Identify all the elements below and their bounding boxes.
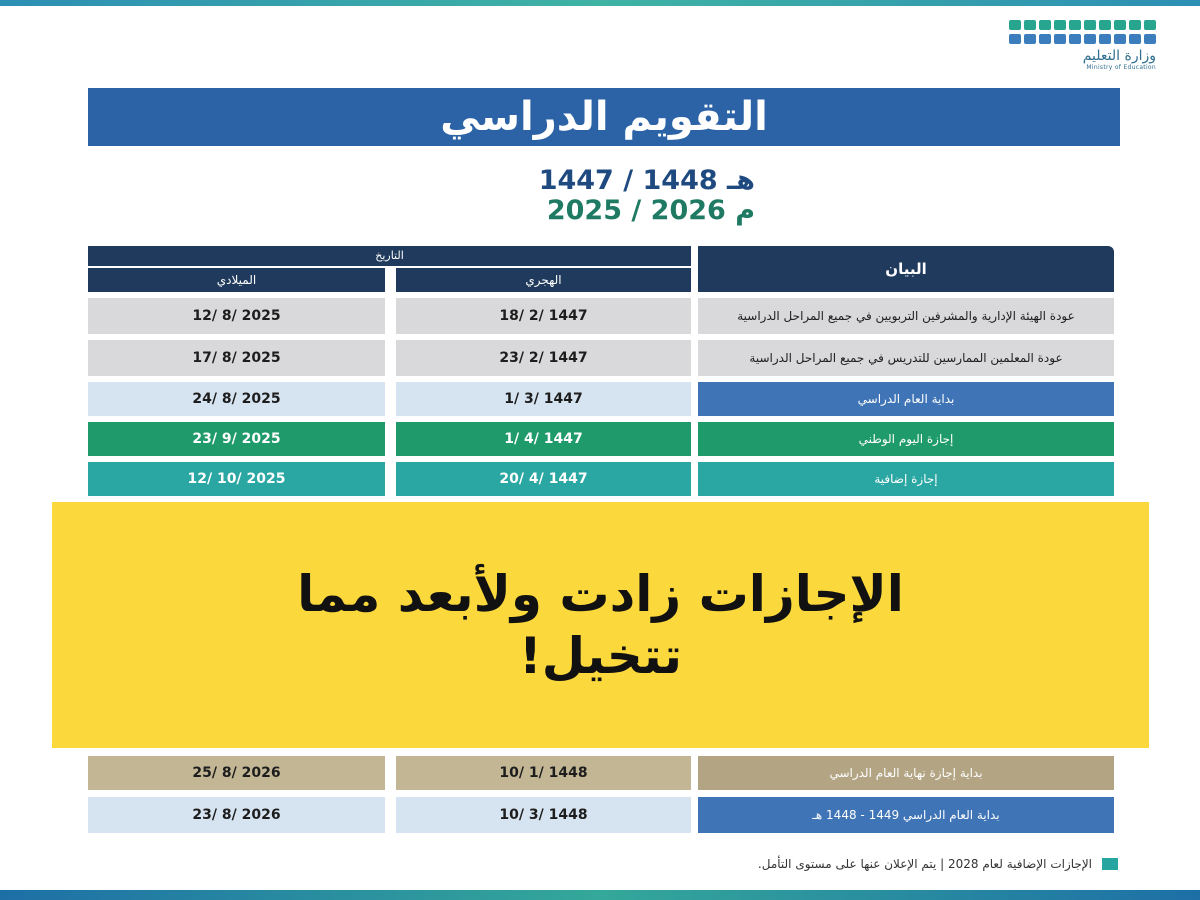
bayan-cell: عودة الهيئة الإدارية والمشرفين التربويين في جميع المراحل الدراسية: [698, 298, 1114, 334]
ministry-logo: [1006, 20, 1156, 72]
logo-dots: [1006, 20, 1156, 30]
hijri-cell: 18/ 2/ 1447: [396, 298, 691, 334]
miladi-cell: 25/ 8/ 2026: [88, 756, 385, 790]
gregorian-years: 2025 / 2026 م: [546, 195, 755, 226]
headline-line-2: تتخيل!: [518, 627, 683, 685]
bayan-cell: بداية العام الدراسي 1449 - 1448 هـ: [698, 797, 1114, 833]
hijri-cell: 10/ 1/ 1448: [396, 756, 691, 790]
hijri-cell: 1/ 3/ 1447: [396, 382, 691, 416]
years-block: [400, 166, 755, 226]
title-bar: [88, 88, 1120, 146]
top-stripe: [0, 0, 1200, 6]
headline: [221, 563, 981, 687]
legend-text: الإجازات الإضافية لعام 2028 | يتم الإعلان عنها على مستوى التأمل.: [757, 857, 1092, 871]
miladi-header: الميلادي: [88, 268, 385, 292]
logo-dots-2: [1006, 34, 1156, 44]
bayan-cell: بداية إجازة نهاية العام الدراسي: [698, 756, 1114, 790]
headline-banner: [52, 502, 1149, 748]
bayan-cell: إجازة إضافية: [698, 462, 1114, 496]
bayan-header: البيان: [698, 246, 1114, 292]
legend-swatch: [1102, 858, 1118, 870]
bayan-cell: بداية العام الدراسي: [698, 382, 1114, 416]
hijri-cell: 23/ 2/ 1447: [396, 340, 691, 376]
miladi-cell: 23/ 8/ 2026: [88, 797, 385, 833]
hijri-years: 1447 / 1448 هـ: [538, 165, 755, 196]
hijri-cell: 20/ 4/ 1447: [396, 462, 691, 496]
hijri-cell: 10/ 3/ 1448: [396, 797, 691, 833]
legend: [470, 852, 1118, 876]
date-header: التاريخ: [88, 246, 691, 266]
logo-arabic: وزارة التعليم: [1082, 48, 1156, 64]
bayan-cell: عودة المعلمين الممارسين للتدريس في جميع المراحل الدراسية: [698, 340, 1114, 376]
logo-english: Ministry of Education: [1086, 64, 1156, 71]
miladi-cell: 23/ 9/ 2025: [88, 422, 385, 456]
hijri-header: الهجري: [396, 268, 691, 292]
bottom-stripe: [0, 890, 1200, 900]
hijri-cell: 1/ 4/ 1447: [396, 422, 691, 456]
headline-line-1: الإجازات زادت ولأبعد مما: [297, 565, 904, 623]
page-title: التقويم الدراسي: [440, 94, 768, 140]
miladi-cell: 12/ 10/ 2025: [88, 462, 385, 496]
bayan-cell: إجازة اليوم الوطني: [698, 422, 1114, 456]
miladi-cell: 24/ 8/ 2025: [88, 382, 385, 416]
miladi-cell: 12/ 8/ 2025: [88, 298, 385, 334]
miladi-cell: 17/ 8/ 2025: [88, 340, 385, 376]
